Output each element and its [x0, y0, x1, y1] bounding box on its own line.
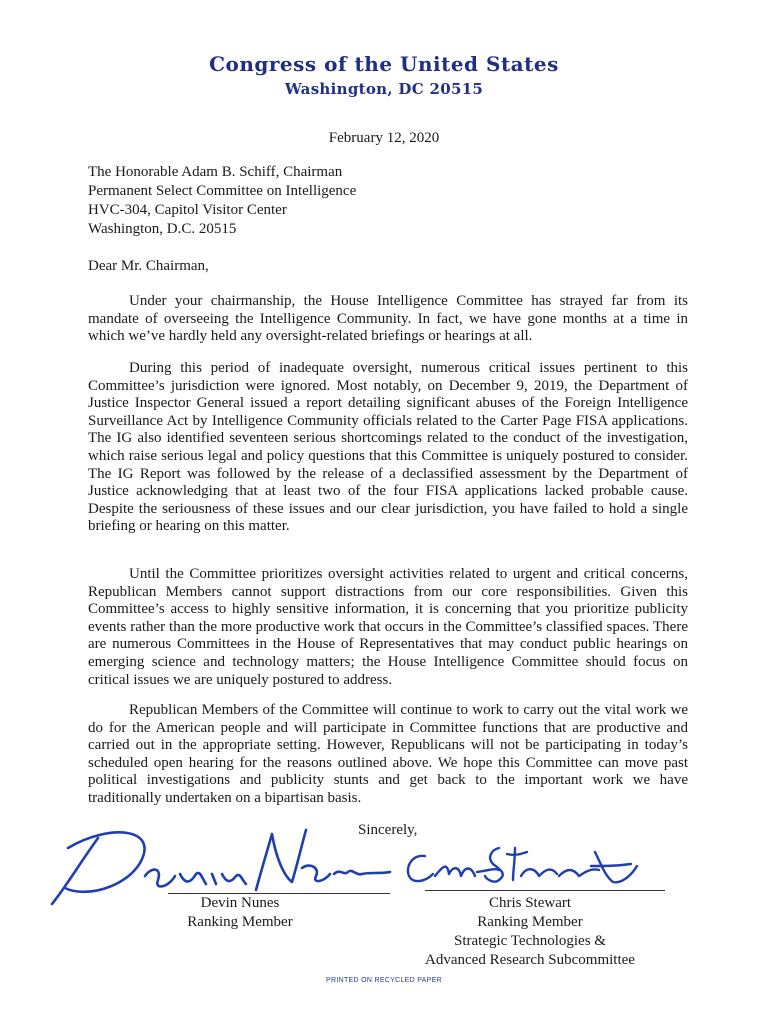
addressee-line: Washington, D.C. 20515	[88, 221, 237, 237]
addressee-block	[88, 163, 356, 239]
signer-title: Ranking Member	[477, 914, 583, 930]
addressee-line: Permanent Select Committee on Intelligence	[88, 183, 357, 199]
body-paragraph: Republican Members of the Committee will continue to work to carry out the vital work we do for the American people and will participate in Committee functions that are productive and carried out in the appropriate setting. However, Republicans will not be participating in today’s scheduled open hearing for the reasons outlined above. We hope this Committee can move past political investigations and publicity stunts and get back to the important work we have traditionally undertaken on a bipartisan basis.	[88, 702, 688, 806]
signer-block-nunes	[160, 894, 320, 932]
letterhead-title: Congress of the United States	[209, 52, 559, 76]
body-paragraph-container	[88, 293, 688, 346]
signer-title: Ranking Member	[187, 914, 293, 930]
body-paragraph: During this period of inadequate oversight, numerous critical issues pertinent to this Committee’s jurisdiction were ignored. Most notably, on December 9, 2019, the Department of Justice Inspector General issued a report detailing significant abuses of the Foreign Intelligence Surveillance Act by Intelligence Community officials related to the Carter Page FISA applications. The IG also identified seventeen serious shortcomings related to the conduct of the investigation, which raise serious legal and policy questions that this Committee is uniquely postured to consider. The IG Report was followed by the release of a declassified assessment by the Department of Justice acknowledging that at least two of the four FISA applications lacked probable cause. Despite the seriousness of these issues and our clear jurisdiction, you have failed to hold a single briefing or hearing on this matter.	[88, 360, 688, 535]
signer-name: Devin Nunes	[200, 895, 280, 911]
signer-name: Chris Stewart	[488, 895, 572, 911]
body-paragraph: Under your chairmanship, the House Intelligence Committee has strayed far from its mandate of overseeing the Intelligence Community. In fact, we have gone months at a time in which we’ve hardly held any oversight-related briefings or hearings at all.	[88, 293, 688, 345]
letterhead-subtitle: Washington, DC 20515	[284, 80, 484, 98]
closing: Sincerely,	[358, 822, 418, 838]
letterhead	[0, 52, 768, 98]
signer-subtitle: Strategic Technologies &	[454, 933, 606, 949]
letter-date: February 12, 2020	[328, 130, 440, 146]
body-paragraph: Until the Committee prioritizes oversight activities related to urgent and critical concerns, Republican Members cannot support distractions from our core responsibilities. Given this Committee’s access to highly sensitive information, it is concerning that you prioritize publicity events rather than the more productive work that occurs in the Committee’s classified spaces. There are numerous Committees in the House of Representatives that may conduct public hearings on emerging science and technology matters; the House Intelligence Committee should focus on critical issues we are uniquely postured to address.	[88, 566, 688, 688]
signature-stewart	[395, 836, 645, 896]
addressee-line: HVC-304, Capitol Visitor Center	[88, 202, 287, 218]
footer-recycled-note: PRINTED ON RECYCLED PAPER	[326, 977, 442, 984]
signature-line	[425, 890, 665, 891]
salutation: Dear Mr. Chairman,	[88, 258, 209, 274]
body-paragraph-container	[88, 566, 688, 689]
addressee-line: The Honorable Adam B. Schiff, Chairman	[88, 164, 343, 180]
signer-block-stewart	[395, 894, 665, 970]
body-paragraph-container	[88, 702, 688, 808]
signer-subtitle: Advanced Research Subcommittee	[425, 952, 635, 968]
body-paragraph-container	[88, 360, 688, 536]
